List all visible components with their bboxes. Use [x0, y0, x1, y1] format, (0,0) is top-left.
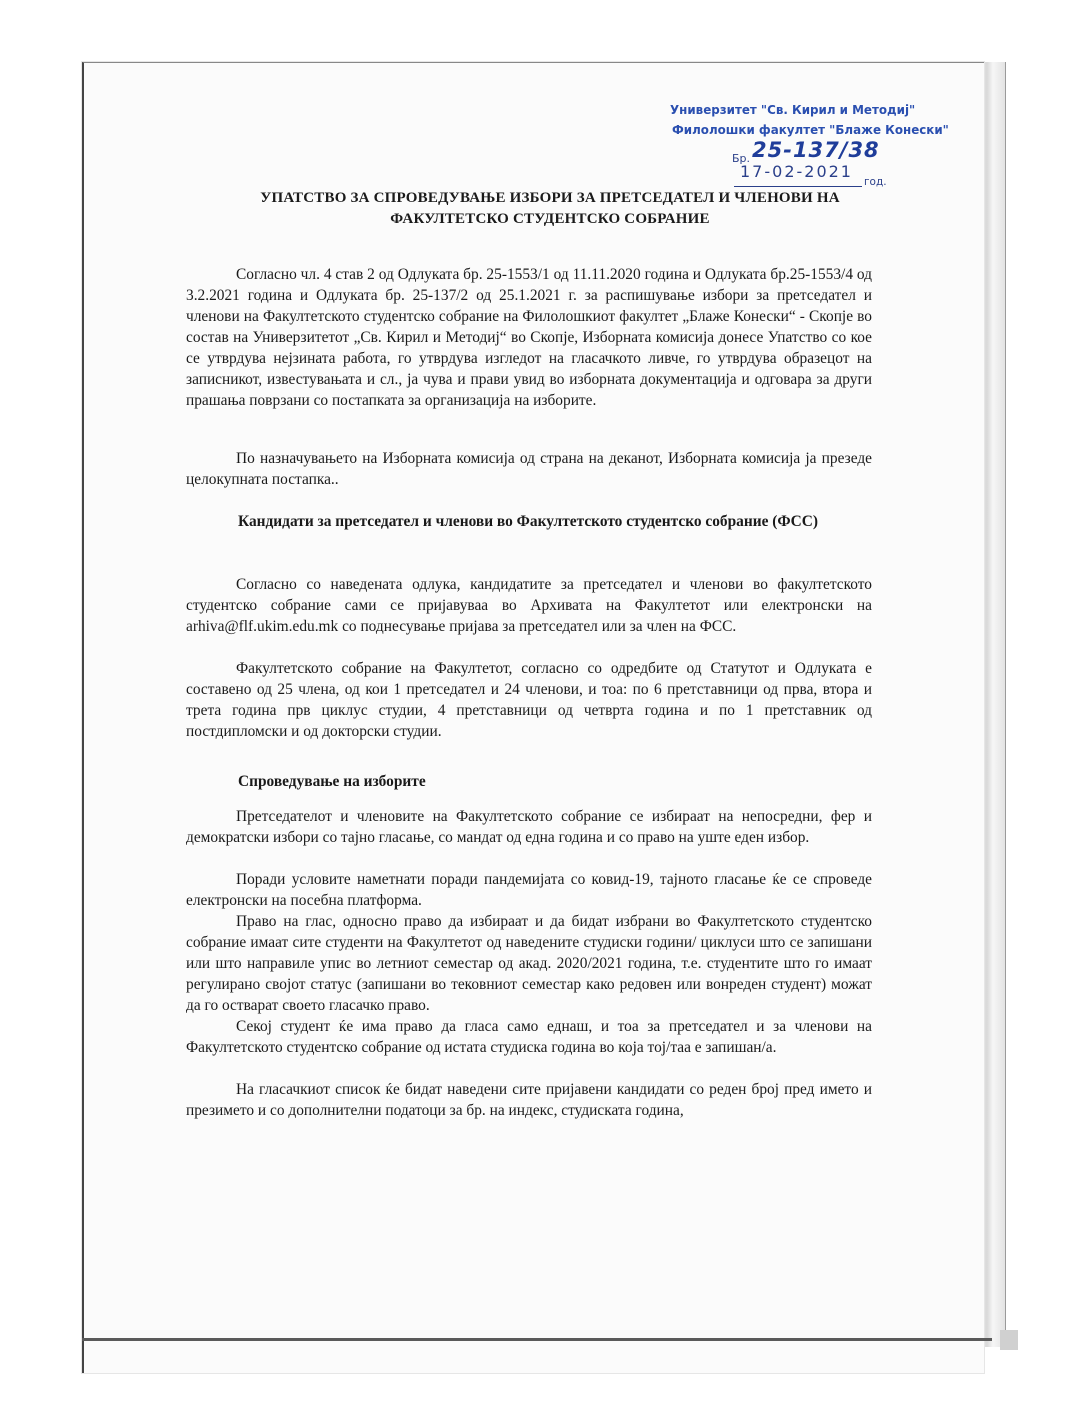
heading-candidates: Кандидати за претседател и членови во Факултетското студентско собрание (ФСС) [238, 513, 818, 530]
page-bottom-edge [82, 1338, 992, 1341]
paragraph-intro: Согласно чл. 4 став 2 од Одлуката бр. 25-1553/1 од 11.11.2020 година и Одлуката бр.25-1553/4 од 3.2.2021 година и Одлуката бр. 25-137/2 од 25.1.2021 г. за распишување избори за претседател и членови на Факултетското студентско собрание на Филолошкиот факултет „Блаже Конески“ - Скопје во состав на Универзитетот „Св. Кирил и Методиј“ во Скопје, Изборната комисија донесе Упатство со кое се утврдува нејзината работа, го утврдува изгледот на гласачкото ливче, го утврдува образецот на записникот, известувањата и сл., ја чува и прави увид во изборната документација и одговара за други прашања поврзани со постапката за организација на изборите. [186, 266, 872, 409]
stamp-year-label: год. [864, 176, 887, 188]
paragraph-election-principles: Претседателот и членовите на Факултетското собрание се избираат на непосредни, фер и демократски избори со тајно гласање, со мандат од една година и со право на уште еден избор. [186, 808, 872, 846]
paragraph-commission: По назначувањето на Изборната комисија од страна на деканот, Изборната комисија ја презеде целокупната постапка.. [186, 450, 872, 488]
heading-conduct: Спроведување на изборите [238, 773, 426, 790]
stamp-number-label: Бр. [732, 152, 751, 165]
scan-corner-mark [1000, 1330, 1018, 1350]
registry-stamp [662, 102, 949, 194]
stamp-date: 17-02-2021 [740, 162, 853, 181]
paragraph-voter-list: На гласачкиот список ќе бидат наведени сите пријавени кандидати со реден број пред името и презимето и со дополнителни податоци за бр. на индекс, студиската година, [186, 1081, 872, 1119]
paragraph-candidates: Согласно со наведената одлука, кандидатите за претседател и членови во факултетското студентско собрание сами се пријавуваа во Архивата на Факултетот или електронски на arhiva@flf.ukim.edu.mk со поднесување пријава за претседател или за член на ФСС. [186, 576, 872, 635]
document-title: УПАТСТВО ЗА СПРОВЕДУВАЊЕ ИЗБОРИ ЗА ПРЕТСЕДАТЕЛ И ЧЛЕНОВИ НА ФАКУЛТЕТСКО СТУДЕНТСКО СОБРАНИЕ [260, 190, 840, 227]
paragraph-composition: Факултетското собрание на Факултетот, согласно со одредбите од Статутот и Одлуката е составено од 25 члена, од кои 1 претседател и 24 членови, и тоа: по 6 претставници од прва, втора и трета година прв циклус студии, 4 претставници од четврта година и по 1 претставник од постдипломски и од докторски студии. [186, 660, 872, 740]
stamp-university: Универзитет "Св. Кирил и Методиј" [670, 102, 916, 117]
stamp-underline [734, 186, 862, 187]
paragraph-voting-rights: Право на глас, односно право да избираат и да бидат избрани во Факултетското студентско собрание имаат сите студенти на Факултетот од наведените студиски години/ циклуси што се запишани или што направиле упис во летниот семестар од акад. 2020/2021 година, т.е. студентите што го имаат регулирано својот статус (запишани во тековниот семестар како редовен или вонреден студент) можат да го остварат своето гласачко право. [186, 913, 872, 1014]
paragraph-one-vote: Секој студент ќе има право да гласа само еднаш, и тоа за претседател и за членови на Факултетското студентско собрание од истата студиска година во која тој/таа е запишан/а. [186, 1018, 872, 1056]
stamp-number: 25-137/38 [752, 138, 880, 162]
stamp-faculty: Филолошки факултет "Блаже Конески" [672, 122, 949, 137]
paragraph-electronic-voting: Поради условите наметнати поради пандемијата со ковид-19, тајното гласање ќе се спроведе електронски на посебна платформа. [186, 871, 872, 909]
